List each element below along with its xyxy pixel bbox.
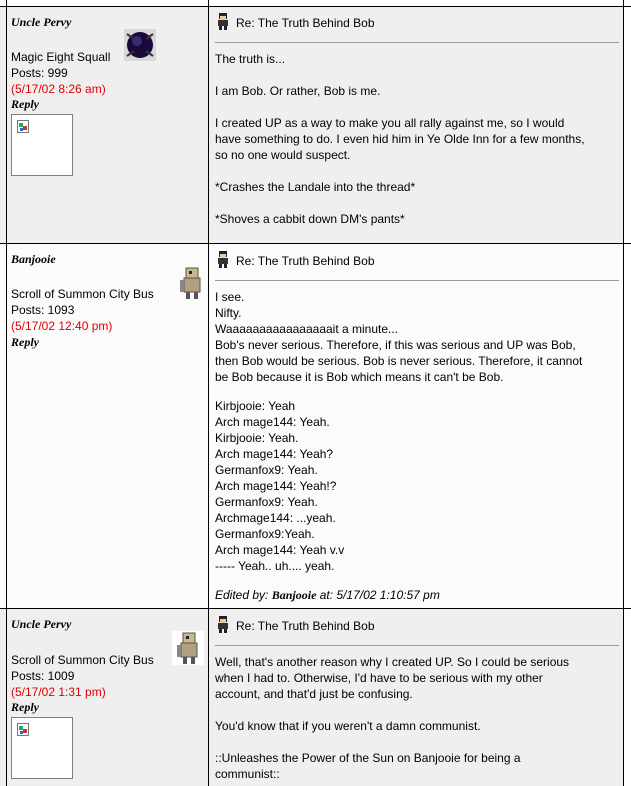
post-rank: Scroll of Summon City Bus (11, 653, 154, 667)
body-line: account, and that'd just be confusing. (215, 687, 413, 701)
body-line: when I had to. Otherwise, I'd have to be serious with my other (215, 671, 543, 685)
body-line: You'd know that if you weren't a damn communist. (215, 719, 481, 733)
post-date: (5/17/02 8:26 am) (11, 82, 106, 96)
body-line: ----- Yeah.. uh.... yeah. (215, 559, 335, 573)
post-author[interactable]: Uncle Pervy (11, 15, 72, 29)
post-author[interactable]: Banjooie (11, 252, 56, 266)
body-line: I am Bob. Or rather, Bob is me. (215, 84, 381, 98)
row-divider (0, 243, 631, 244)
body-line: Arch mage144: Yeah v.v (215, 543, 345, 557)
subject-divider (215, 42, 619, 43)
broken-image-icon (17, 120, 29, 133)
body-line: Kirbjooie: Yeah. (215, 431, 299, 445)
body-line: Arch mage144: Yeah. (215, 415, 330, 429)
table-border-right (623, 0, 624, 786)
body-line: Bob's never serious. Therefore, if this was serious and UP was Bob, (215, 338, 576, 352)
body-line: Germanfox9: Yeah. (215, 463, 318, 477)
subject-divider (215, 280, 619, 281)
body-line: have something to do. I even hid him in Ye Olde Inn for a few months, (215, 132, 585, 146)
body-line: Archmage144: ...yeah. (215, 511, 336, 525)
reply-link[interactable]: Reply (11, 700, 39, 714)
post-rank: Magic Eight Squall (11, 50, 111, 64)
body-line: communist:: (215, 767, 280, 781)
row-divider (0, 6, 631, 7)
character-sprite-icon (215, 12, 231, 30)
edited-timestamp: at: 5/17/02 1:10:57 pm (319, 588, 440, 602)
post-count: Posts: 1093 (11, 303, 75, 317)
body-line: be Bob because it is Bob which means it can't be Bob. (215, 370, 504, 384)
character-sprite-icon (215, 615, 231, 633)
body-line: Arch mage144: Yeah!? (215, 479, 337, 493)
reply-link[interactable]: Reply (11, 97, 39, 111)
body-line: so no one would suspect. (215, 148, 351, 162)
post-body (215, 654, 620, 782)
robot-avatar (172, 631, 204, 665)
post-subject: Re: The Truth Behind Bob (236, 16, 375, 30)
character-sprite-icon (215, 250, 231, 268)
body-line: Well, that's another reason why I created UP. So I could be serious (215, 655, 570, 669)
signature-image (11, 114, 73, 176)
post-date: (5/17/02 12:40 pm) (11, 319, 113, 333)
body-line: The truth is... (215, 52, 286, 66)
edited-by-name[interactable]: Banjooie (271, 588, 317, 602)
body-line: Waaaaaaaaaaaaaaaait a minute... (215, 322, 399, 336)
post-date: (5/17/02 1:31 pm) (11, 685, 106, 699)
table-column-divider (208, 0, 209, 786)
body-line: I created UP as a way to make you all rally against me, so I would (215, 116, 565, 130)
edited-note (215, 587, 620, 603)
post-subject: Re: The Truth Behind Bob (236, 619, 375, 633)
body-line: Germanfox9:Yeah. (215, 527, 315, 541)
post-subject: Re: The Truth Behind Bob (236, 254, 375, 268)
body-line: *Shoves a cabbit down DM's pants* (215, 212, 405, 226)
body-line: ::Unleashes the Power of the Sun on Banjooie for being a (215, 751, 521, 765)
post-body (215, 51, 620, 227)
body-line: Kirbjooie: Yeah (215, 399, 296, 413)
signature-image (11, 717, 73, 779)
body-line: I see. (215, 290, 245, 304)
body-line: then Bob would be serious. Bob is never serious. Therefore, it cannot (215, 354, 583, 368)
table-border-left (6, 0, 7, 786)
dark-orb-avatar (124, 29, 156, 61)
post-rank: Scroll of Summon City Bus (11, 287, 154, 301)
post-count: Posts: 1009 (11, 669, 75, 683)
subject-divider (215, 645, 619, 646)
row-divider (0, 608, 631, 609)
post-author[interactable]: Uncle Pervy (11, 617, 72, 631)
body-line: Nifty. (215, 306, 242, 320)
body-line: *Crashes the Landale into the thread* (215, 180, 416, 194)
robot-avatar (176, 266, 206, 300)
broken-image-icon (17, 723, 29, 736)
post-body (215, 289, 620, 603)
body-line: Germanfox9: Yeah. (215, 495, 318, 509)
edited-prefix: Edited by: (215, 588, 269, 602)
body-line: Arch mage144: Yeah? (215, 447, 334, 461)
post-count: Posts: 999 (11, 66, 68, 80)
reply-link[interactable]: Reply (11, 335, 39, 349)
